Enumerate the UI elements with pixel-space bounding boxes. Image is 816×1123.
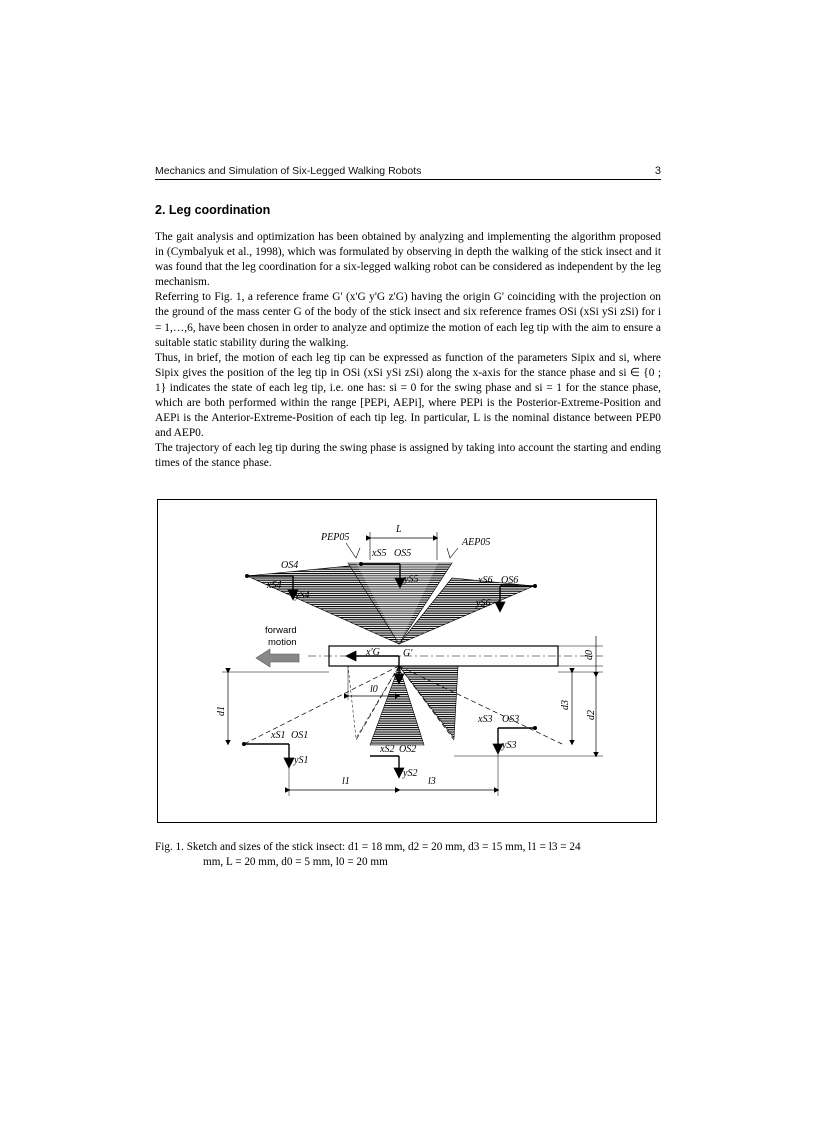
ys5-label: yS5	[404, 574, 419, 585]
l3-label: l3	[428, 776, 436, 787]
caption-line: mm, L = 20 mm, d0 = 5 mm, l0 = 20 mm	[203, 856, 388, 868]
running-header	[155, 165, 661, 180]
l0-label: l0	[370, 684, 378, 695]
ys2-label: yS2	[403, 768, 418, 779]
paragraph: Thus, in brief, the motion of each leg tip can be expressed as function of the parameters Sipix and si, where Sipix gives the position of the leg tip in OSi (xSi ySi zSi) along the x-axis for the stance phase and si ∈ {0 ; 1} indicates the state of each leg tip, i.e. one has: si = 0 for the swing phase and si = 1 for the stance phase, which are both performed within the range [PEPi, AEPi], where PEPi is the Posterior-Extreme-Position and AEPi is the Anterior-Extreme-Position of each tip leg. In particular, L is the nominal distance between PEP0 and AEP0.	[155, 351, 661, 440]
os2-label: OS2	[399, 744, 417, 755]
xs1-label: xS1	[271, 730, 286, 741]
d0-label: d0	[584, 650, 595, 660]
figure-caption	[155, 840, 661, 870]
paragraph: The trajectory of each leg tip during the swing phase is assigned by taking into account the starting and ending times of the stance phase.	[155, 442, 661, 470]
paragraph: The gait analysis and optimization has been obtained by analyzing and implementing the algorithm proposed in (Cymbalyuk et al., 1998), which was formulated by observing in depth the walking of the stick insect and it was found that the leg coordination for a six-legged walking robot can be considered as independent by the leg mechanism.	[155, 231, 661, 289]
forward-label: forward	[265, 625, 297, 636]
d2-label: d2	[586, 710, 597, 720]
os3-label: OS3	[502, 714, 520, 725]
body-text	[155, 230, 661, 472]
g-origin-label: G'	[403, 648, 413, 659]
length-L-label: L	[396, 524, 402, 535]
ys6-label: yS6	[476, 598, 491, 609]
motion-label: motion	[268, 637, 297, 648]
ys1-label: yS1	[294, 755, 309, 766]
xs4-label: xS4	[267, 580, 282, 591]
running-title: Mechanics and Simulation of Six-Legged Walking Robots	[155, 165, 422, 177]
xg-label: x'G	[366, 647, 380, 658]
xs6-label: xS6	[478, 575, 493, 586]
d3-label: d3	[560, 700, 571, 710]
os1-label: OS1	[291, 730, 309, 741]
figure-1	[157, 499, 657, 823]
pep-label: PEP05	[321, 532, 350, 543]
aep-label: AEP05	[462, 537, 491, 548]
paragraph: Referring to Fig. 1, a reference frame G' (x'G y'G z'G) having the origin G' coinciding with the projection on the ground of the mass center G of the body of the stick insect and six reference frames OSi (xSi ySi zSi) for i = 1,…,6, have been chosen in order to analyze and optimize the motion of each leg tip with the aim to ensure a suitable static stability during the walking.	[155, 291, 661, 349]
d1-label: d1	[216, 706, 227, 716]
forward-motion-arrow	[256, 649, 299, 667]
caption-line: Fig. 1. Sketch and sizes of the stick insect: d1 = 18 mm, d2 = 20 mm, d3 = 15 mm, l1 = l3 = 24	[155, 841, 581, 853]
os6-label: OS6	[501, 575, 519, 586]
ys4-label: yS4	[295, 590, 310, 601]
os4-label: OS4	[281, 560, 299, 571]
os5-label: OS5	[394, 548, 412, 559]
ys3-label: yS3	[502, 740, 517, 751]
xs2-label: xS2	[380, 744, 395, 755]
xs5-label: xS5	[372, 548, 387, 559]
l1-label: l1	[342, 776, 350, 787]
page-number: 3	[654, 165, 661, 177]
section-heading: 2. Leg coordination	[155, 203, 271, 217]
xs3-label: xS3	[478, 714, 493, 725]
stick-insect-sketch	[158, 500, 658, 824]
